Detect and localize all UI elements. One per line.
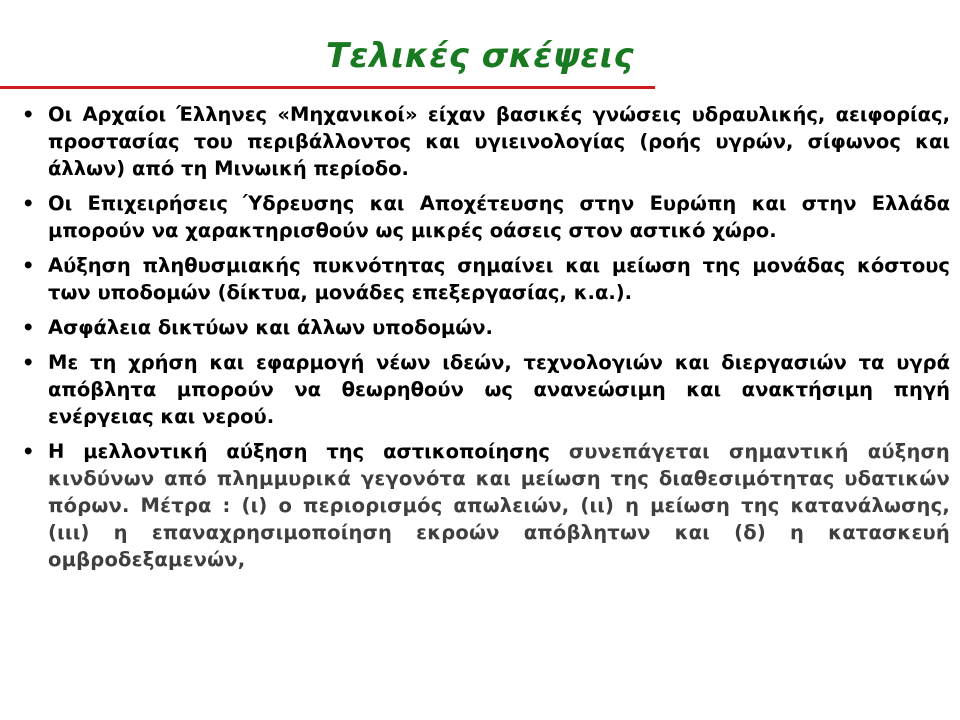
bullet-text: Με τη χρήση και εφαρμογή νέων ιδεών, τεχνολογιών και διεργασιών τα υγρά απόβλητα μπορούν να θεωρηθούν ως ανανεώσιμη και ανακτήσιμη πηγή ενέργειας και νερού. bbox=[48, 351, 950, 428]
bullet-text: Ασφάλεια δικτύων και άλλων υποδομών. bbox=[48, 316, 493, 339]
bullet-item-1 bbox=[22, 101, 950, 182]
bullet-text: Αύξηση πληθυσμιακής πυκνότητας σημαίνει και μείωση της μονάδας κόστους των υποδομών (δίκτυα, μονάδες επεξεργασίας, κ.α.). bbox=[48, 254, 950, 304]
bullet-item-5 bbox=[22, 349, 950, 430]
bullet-dot-icon: • bbox=[22, 440, 35, 463]
bullet-dot-icon: • bbox=[22, 103, 35, 126]
bullet-dot-icon: • bbox=[22, 254, 35, 277]
bullet-text: Οι Αρχαίοι Έλληνες «Μηχανικοί» είχαν βασικές γνώσεις υδραυλικής, αειφορίας, προστασίας του περιβάλλοντος και υγιεινολογίας (ροής υγρών, σίφωνος και άλλων) από τη Μινωική περίοδο. bbox=[48, 103, 950, 180]
bullet-item-4 bbox=[22, 314, 950, 341]
bullet-list bbox=[22, 101, 950, 581]
bullet-item-2 bbox=[22, 190, 950, 244]
bullet-item-3 bbox=[22, 252, 950, 306]
slide-title: Τελικές σκέψεις bbox=[325, 36, 635, 76]
bullet-dot-icon: • bbox=[22, 316, 35, 339]
bullet-dot-icon: • bbox=[22, 351, 35, 374]
bullet-text: Οι Επιχειρήσεις Ύδρευσης και Αποχέτευσης στην Ευρώπη και στην Ελλάδα μπορούν να χαρακτηρισθούν ως μικρές οάσεις στον αστικό χώρο. bbox=[48, 192, 950, 242]
bullet-item-6 bbox=[22, 438, 950, 573]
bullet-dot-icon: • bbox=[22, 192, 35, 215]
title-underline bbox=[0, 86, 655, 89]
bullet-text-rest: συνεπάγεται σημαντική αύξηση κινδύνων από πλημμυρικά γεγονότα και μείωση της διαθεσιμότητας υδατικών πόρων. Μέτρα : (ι) ο περιορισμός απωλειών, (ιι) η μείωση της κατανάλωσης, (ιιι) η επαναχρησιμοποίηση εκροών απόβλητων και (δ) η κατασκευή ομβροδεξαμενών, bbox=[48, 440, 951, 571]
bullet-text-lead: Η μελλοντική αύξηση της αστικοποίησης bbox=[48, 440, 569, 463]
